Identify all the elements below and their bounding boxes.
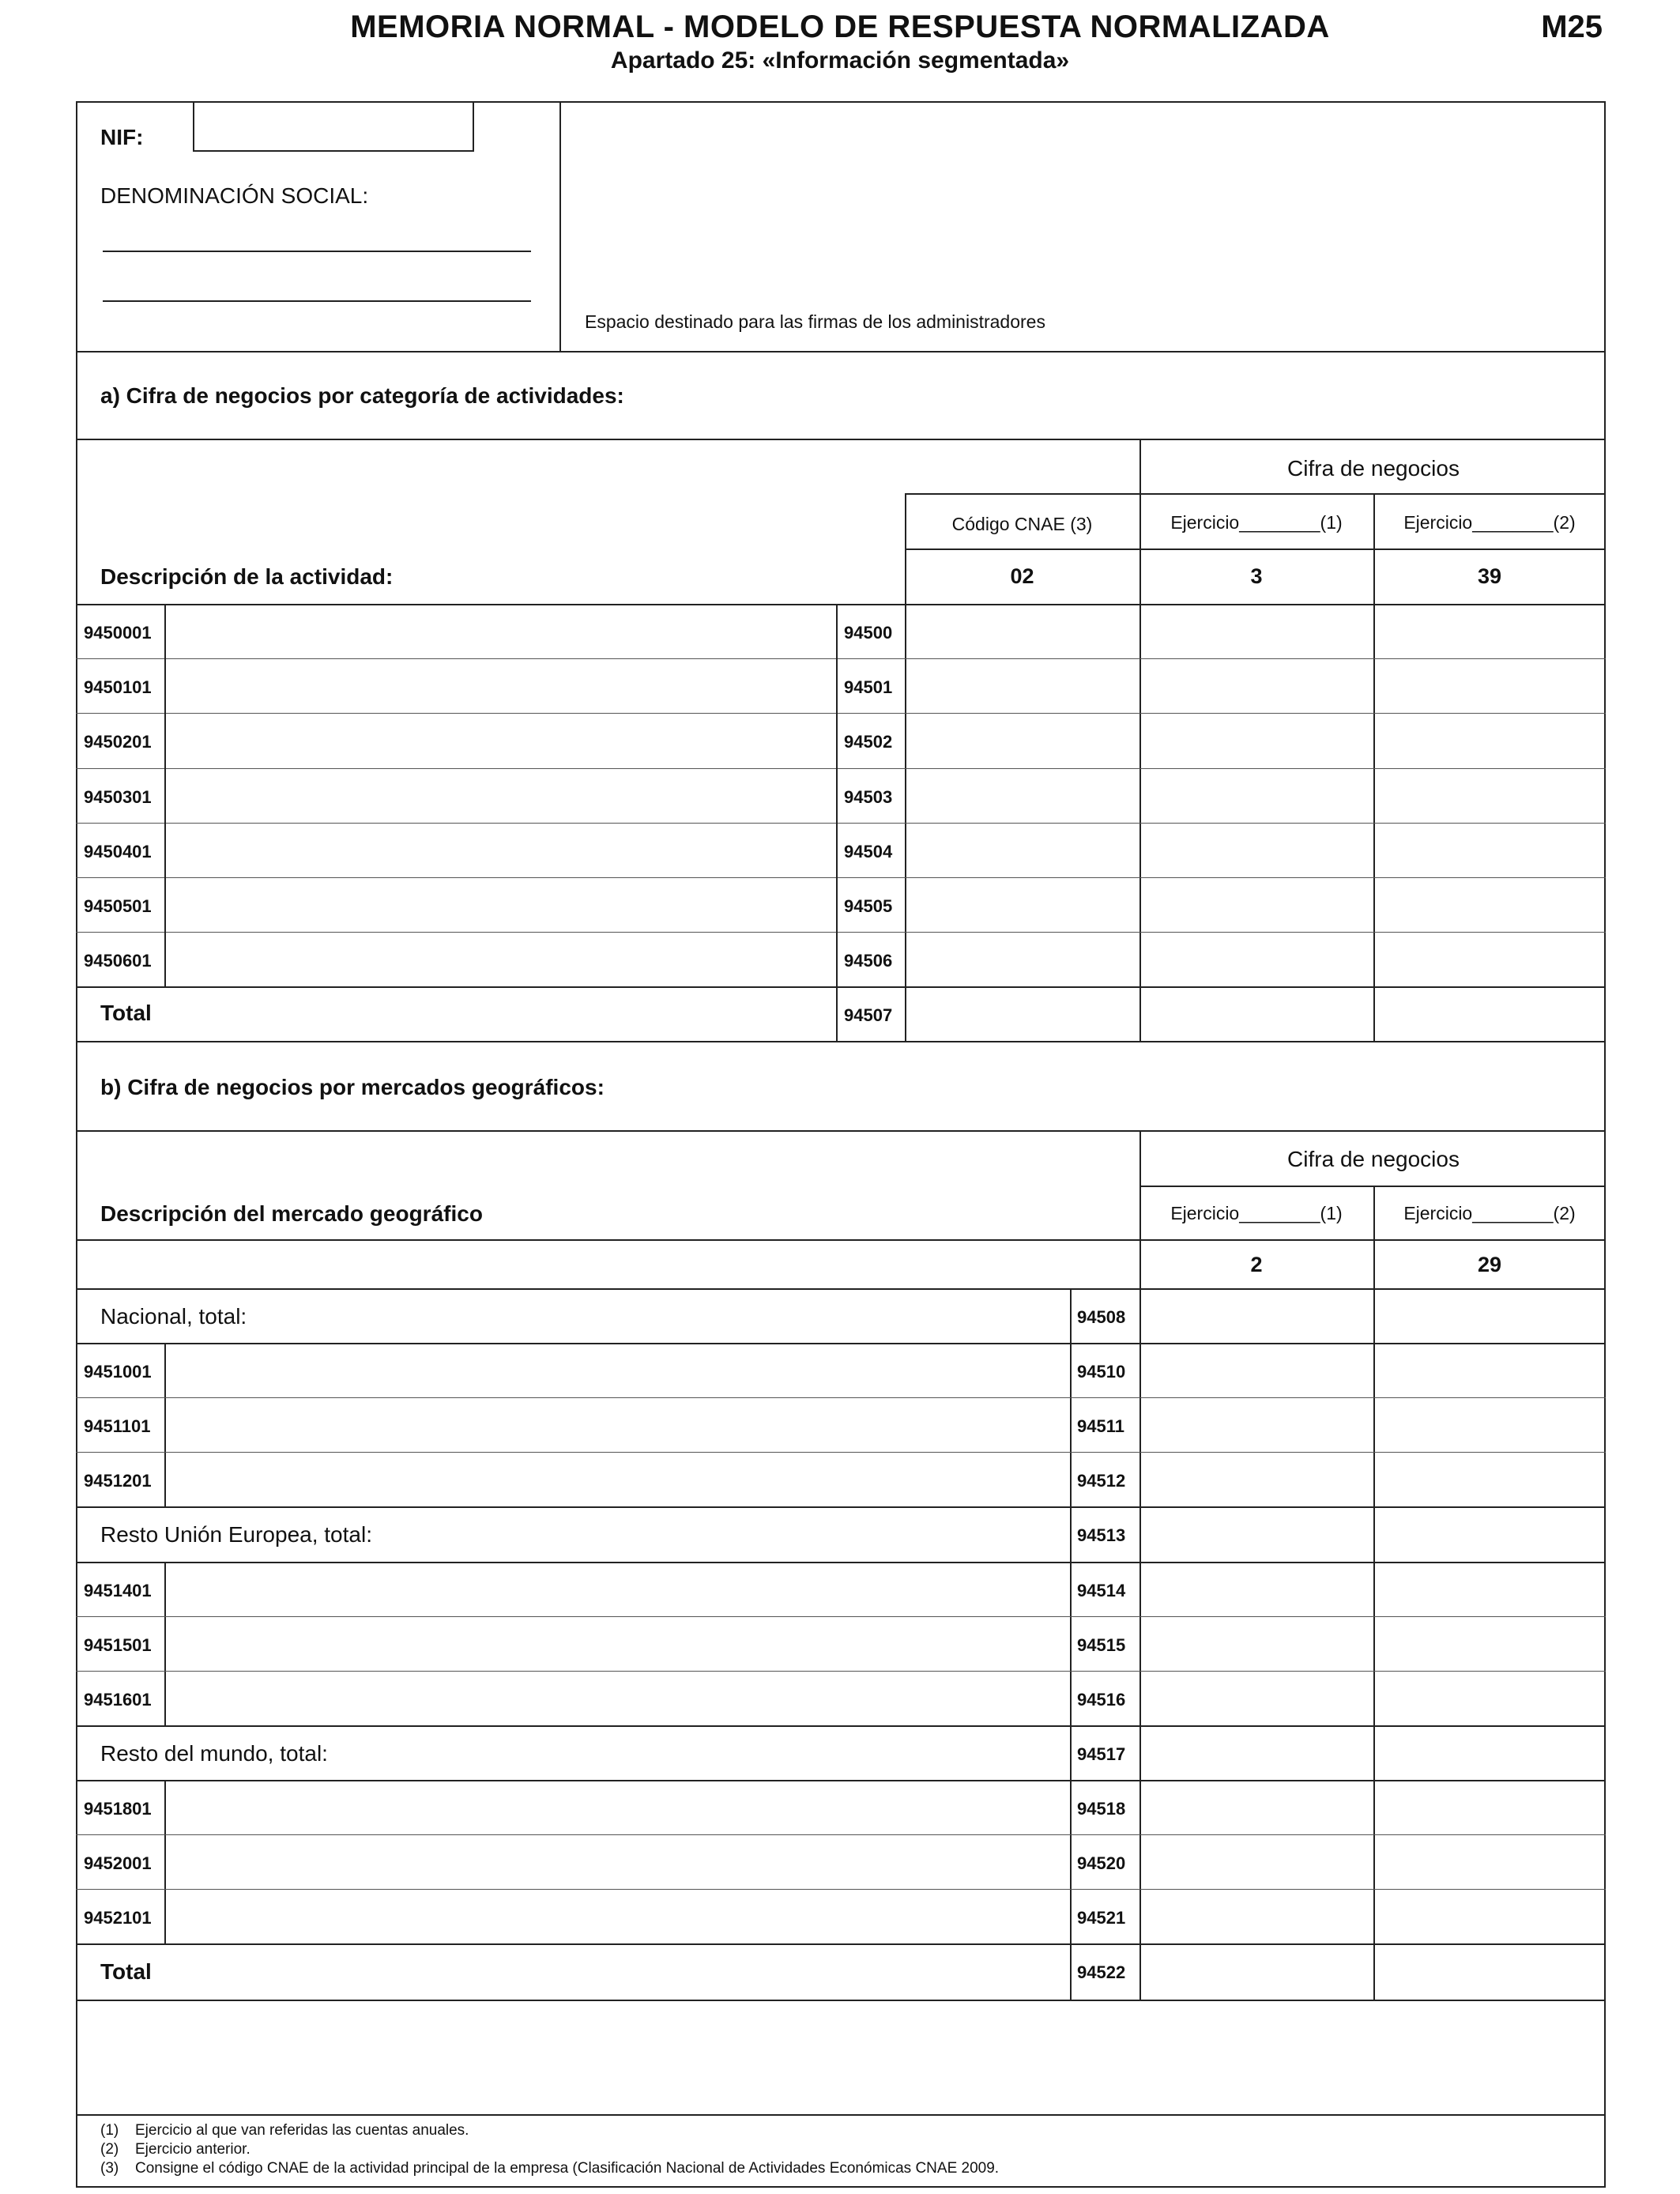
row-box-code: 94501 [844, 677, 893, 698]
section-b-title: b) Cifra de negocios por mercados geográficos: [100, 1075, 605, 1099]
divider [76, 1130, 1606, 1132]
row-box-code: 94505 [844, 896, 893, 916]
ejercicio-1-field[interactable] [1139, 1671, 1373, 1725]
ejercicio-2-field[interactable] [1373, 1889, 1606, 1943]
descripcion-mercado-label: Descripción del mercado geográfico [100, 1201, 483, 1226]
ejercicio-2-label-b: Ejercicio________(2) [1403, 1203, 1576, 1223]
ejercicio-1-label-b: Ejercicio________(1) [1170, 1203, 1343, 1223]
col-line [164, 604, 166, 986]
group-box-code: 94517 [1077, 1744, 1126, 1764]
group-label: Nacional, total: [100, 1304, 247, 1329]
cnae-field[interactable] [905, 713, 1139, 767]
divider [76, 439, 1606, 440]
row-code: 9451401 [84, 1580, 152, 1600]
group-label: Resto del mundo, total: [100, 1740, 328, 1766]
nif-field[interactable] [193, 101, 474, 152]
ejercicio-2-field[interactable] [1373, 823, 1606, 877]
section-b-total-label: Total [100, 1959, 152, 1985]
ejercicio-2-field[interactable] [1373, 877, 1606, 932]
section-a-total-label: Total [100, 1001, 152, 1025]
col-code-b-2: 29 [1477, 1253, 1502, 1276]
activity-description-field[interactable] [164, 823, 836, 877]
market-description-field[interactable] [164, 1343, 1070, 1397]
cnae-field[interactable] [905, 768, 1139, 823]
row-box-code: 94502 [844, 732, 893, 752]
ejercicio-1-field[interactable] [1139, 1725, 1373, 1780]
divider [76, 1041, 1606, 1042]
firmas-text: Espacio destinado para las firmas de los administradores [585, 311, 1045, 332]
row-box-code: 94511 [1077, 1416, 1124, 1437]
ejercicio-2-field[interactable] [1373, 713, 1606, 767]
row-box-code: 94518 [1077, 1798, 1126, 1819]
denominacion-label: DENOMINACIÓN SOCIAL: [100, 183, 369, 208]
activity-description-field[interactable] [164, 658, 836, 713]
ejercicio-1-field[interactable] [1139, 1452, 1373, 1506]
ejercicio-2-field[interactable] [1373, 1616, 1606, 1671]
ejercicio-1-field[interactable] [1139, 1343, 1373, 1397]
col-code-ejercicio-2: 39 [1477, 564, 1502, 588]
form-code: M25 [1541, 9, 1603, 44]
ejercicio-2-field[interactable] [1373, 1671, 1606, 1725]
row-box-code: 94514 [1077, 1580, 1126, 1600]
group-box-code: 94513 [1077, 1525, 1126, 1546]
denominacion-line-1[interactable] [103, 251, 531, 252]
divider [76, 1239, 1606, 1241]
row-box-code: 94520 [1077, 1853, 1126, 1873]
row-box-code: 94510 [1077, 1362, 1126, 1382]
ejercicio-1-field[interactable] [1139, 1397, 1373, 1452]
ejercicio-1-field[interactable] [1139, 1616, 1373, 1671]
row-code: 9452101 [84, 1908, 152, 1928]
descripcion-actividad-label: Descripción de la actividad: [100, 564, 394, 589]
divider [76, 351, 1606, 352]
ejercicio-2-field[interactable] [1373, 1288, 1606, 1343]
market-description-field[interactable] [164, 1671, 1070, 1725]
cnae-field[interactable] [905, 932, 1139, 986]
footnote-2-num: (2) [100, 2141, 119, 2158]
ejercicio-1-field[interactable] [1139, 768, 1373, 823]
row-code: 9451801 [84, 1798, 152, 1819]
ejercicio-1-field[interactable] [1139, 713, 1373, 767]
cnae-field[interactable] [905, 823, 1139, 877]
col-line [836, 604, 838, 1041]
col-code-cnae: 02 [1010, 564, 1034, 588]
row-box-code: 94503 [844, 786, 893, 807]
ejercicio-1-field[interactable] [1139, 877, 1373, 932]
group-box-code: 94508 [1077, 1307, 1126, 1327]
cnae-field[interactable] [905, 877, 1139, 932]
ejercicio-2-field[interactable] [1373, 1780, 1606, 1834]
form-title: MEMORIA NORMAL - MODELO DE RESPUESTA NORMALIZADA [350, 9, 1330, 44]
row-box-code: 94516 [1077, 1689, 1126, 1710]
form-subtitle: Apartado 25: «Información segmentada» [610, 47, 1070, 74]
ejercicio-2-field[interactable] [1373, 932, 1606, 986]
ejercicio-1-field[interactable] [1139, 1889, 1373, 1943]
market-description-field[interactable] [164, 1562, 1070, 1616]
row-code: 9451001 [84, 1362, 152, 1382]
ejercicio-2-field[interactable] [1373, 768, 1606, 823]
divider [76, 986, 1606, 988]
row-code: 9450001 [84, 623, 152, 643]
row-box-code: 94500 [844, 623, 893, 643]
ejercicio-2-field[interactable] [1373, 658, 1606, 713]
ejercicio-2-field[interactable] [1373, 1562, 1606, 1616]
activity-description-field[interactable] [164, 604, 836, 658]
id-divider [559, 101, 561, 352]
ejercicio-2-field[interactable] [1373, 1725, 1606, 1780]
section-b-total-box: 94522 [1077, 1962, 1126, 1983]
codigo-cnae-label: Código CNAE (3) [951, 514, 1093, 534]
activity-description-field[interactable] [164, 713, 836, 767]
row-code: 9450301 [84, 786, 152, 807]
section-a-total-box: 94507 [844, 1005, 893, 1025]
row-code: 9450101 [84, 677, 152, 698]
col-line [1070, 1288, 1072, 2000]
section-a-title: a) Cifra de negocios por categoría de actividades: [100, 383, 624, 408]
market-description-field[interactable] [164, 1397, 1070, 1452]
row-code: 9451101 [84, 1416, 151, 1437]
cnae-field[interactable] [905, 658, 1139, 713]
ejercicio-1-field[interactable] [1139, 1834, 1373, 1889]
ejercicio-2-field[interactable] [1373, 1452, 1606, 1506]
divider [76, 2114, 1606, 2116]
section-b-cifra-header: Cifra de negocios [1287, 1147, 1460, 1171]
ejercicio-1-field[interactable] [1139, 1288, 1373, 1343]
footnote-3-text: Consigne el código CNAE de la actividad principal de la empresa (Clasificación Nacional de Actividades Económicas CNAE 2009. [135, 2160, 1000, 2177]
ejercicio-1-field[interactable] [1139, 1780, 1373, 1834]
market-description-field[interactable] [164, 1780, 1070, 1834]
row-code: 9452001 [84, 1853, 152, 1873]
market-description-field[interactable] [164, 1616, 1070, 1671]
market-description-field[interactable] [164, 1834, 1070, 1889]
ejercicio-1-field[interactable] [1139, 823, 1373, 877]
ejercicio-2-field[interactable] [1373, 1506, 1606, 1561]
activity-description-field[interactable] [164, 877, 836, 932]
divider [905, 493, 1606, 495]
ejercicio-2-label: Ejercicio________(2) [1403, 512, 1576, 533]
row-code: 9450601 [84, 951, 152, 971]
divider [905, 548, 1606, 550]
row-divider [76, 1943, 1606, 1945]
ejercicio-2-field[interactable] [1373, 1397, 1606, 1452]
row-code: 9450501 [84, 896, 152, 916]
denominacion-line-2[interactable] [103, 300, 531, 302]
col-code-b-1: 2 [1250, 1253, 1263, 1276]
footnote-2-text: Ejercicio anterior. [135, 2141, 250, 2158]
row-code: 9451201 [84, 1471, 152, 1491]
footnote-3-num: (3) [100, 2160, 119, 2177]
ejercicio-2-field[interactable] [1373, 1834, 1606, 1889]
ejercicio-1-field[interactable] [1139, 1506, 1373, 1561]
row-code: 9450401 [84, 841, 152, 861]
divider [76, 2000, 1606, 2001]
row-box-code: 94515 [1077, 1634, 1126, 1655]
group-label: Resto Unión Europea, total: [100, 1522, 372, 1547]
ejercicio-1-field[interactable] [1139, 604, 1373, 658]
footnote-1-num: (1) [100, 2122, 119, 2139]
row-box-code: 94512 [1077, 1471, 1126, 1491]
ejercicio-1-label: Ejercicio________(1) [1170, 512, 1343, 533]
row-box-code: 94506 [844, 951, 893, 971]
market-description-field[interactable] [164, 1452, 1070, 1506]
divider [1139, 1186, 1606, 1187]
ejercicio-2-field[interactable] [1373, 1343, 1606, 1397]
ejercicio-1-field[interactable] [1139, 1562, 1373, 1616]
ejercicio-2-field[interactable] [1373, 604, 1606, 658]
row-code: 9451501 [84, 1634, 152, 1655]
ejercicio-1-field[interactable] [1139, 658, 1373, 713]
activity-description-field[interactable] [164, 932, 836, 986]
cnae-field[interactable] [905, 604, 1139, 658]
ejercicio-1-field[interactable] [1139, 932, 1373, 986]
col-code-ejercicio-1: 3 [1250, 564, 1263, 588]
footnote-1-text: Ejercicio al que van referidas las cuentas anuales. [135, 2122, 469, 2139]
activity-description-field[interactable] [164, 768, 836, 823]
row-code: 9451601 [84, 1689, 152, 1710]
section-a-cifra-header: Cifra de negocios [1287, 456, 1460, 481]
row-code: 9450201 [84, 732, 152, 752]
row-box-code: 94521 [1077, 1908, 1126, 1928]
nif-label: NIF: [100, 125, 144, 149]
row-box-code: 94504 [844, 841, 893, 861]
footnotes [100, 2122, 999, 2179]
market-description-field[interactable] [164, 1889, 1070, 1943]
